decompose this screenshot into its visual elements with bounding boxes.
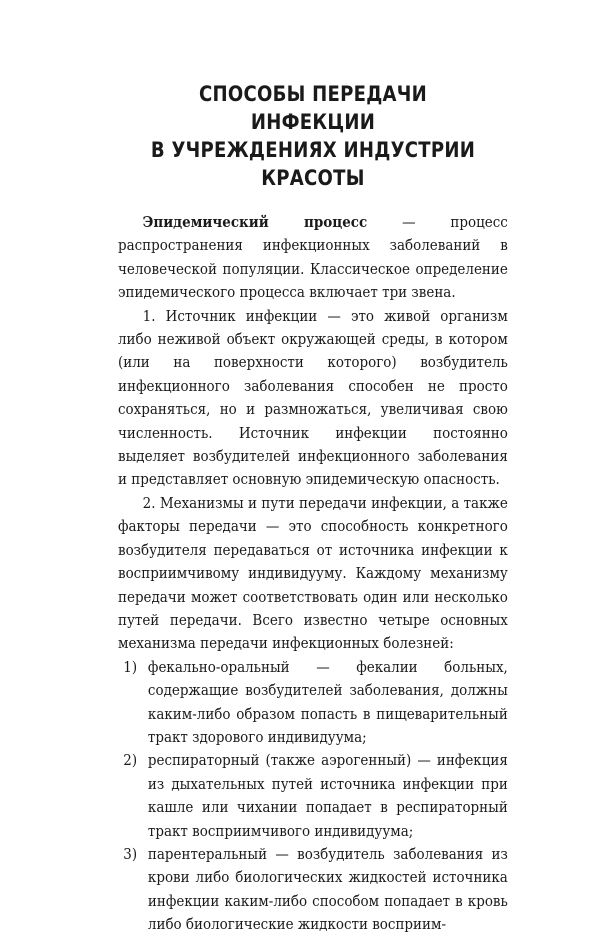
list-item (118, 749, 508, 843)
list-item-text: респираторный (также аэрогенный) — инфекция из дыхательных путей источника инфекции при кашле или чихании попадает в респираторный тракт восприимчивого индивидуума; (147, 751, 508, 840)
list-item (118, 656, 508, 750)
paragraph-transmission-mechanisms: 2. Механизмы и пути передачи инфекции, а также факторы передачи — это способность конкретного возбудителя передаваться от источника инфекции к восприимчивому индивидууму. Каждому механизму передачи может соответствовать один или несколько путей передачи. Всего известно четыре основных механизма передачи инфекционных болезней: (118, 493, 508, 653)
paragraph-source-of-infection: 1. Источник инфекции — это живой организм либо неживой объект окружающей среды, в котором (или на поверхности которого) возбудитель инфекционного заболевания способен не просто сохраняться, но и размножаться, увеличивая свою численность. Источник инфекции постоянно выделяет возбудителей инфекционного заболевания и представляет основную эпидемическую опасность. (118, 306, 508, 489)
list-item (118, 843, 508, 937)
page-title (145, 80, 480, 192)
title-line-1: СПОСОБЫ ПЕРЕДАЧИ ИНФЕКЦИИ (198, 82, 428, 134)
list-item-number: 3) (123, 844, 138, 863)
mechanisms-list (118, 656, 508, 937)
list-item-text: парентеральный — возбудитель заболевания из крови либо биологических жидкостей источника инфекции каким-либо способом попадает в кровь либо биологические жидкости восприим- (147, 844, 508, 934)
list-item-number: 2) (123, 751, 138, 770)
term-epidemic-process: Эпидемический процесс (142, 213, 368, 231)
intro-definition: — процесс распространения инфекционных заболеваний в человеческой популяции. Классическое определение эпидемического процесса включает три звена. (118, 213, 508, 302)
body-text (118, 211, 508, 937)
list-item-text: фекально-оральный — фекалии больных, содержащие возбудителей заболевания, должны каким-либо образом попасть в пищеварительный тракт здорового индивидуума; (147, 657, 508, 746)
intro-paragraph (118, 211, 508, 305)
list-item-number: 1) (123, 657, 138, 676)
title-line-2: В УЧРЕЖДЕНИЯХ ИНДУСТРИИ КРАСОТЫ (150, 138, 476, 190)
